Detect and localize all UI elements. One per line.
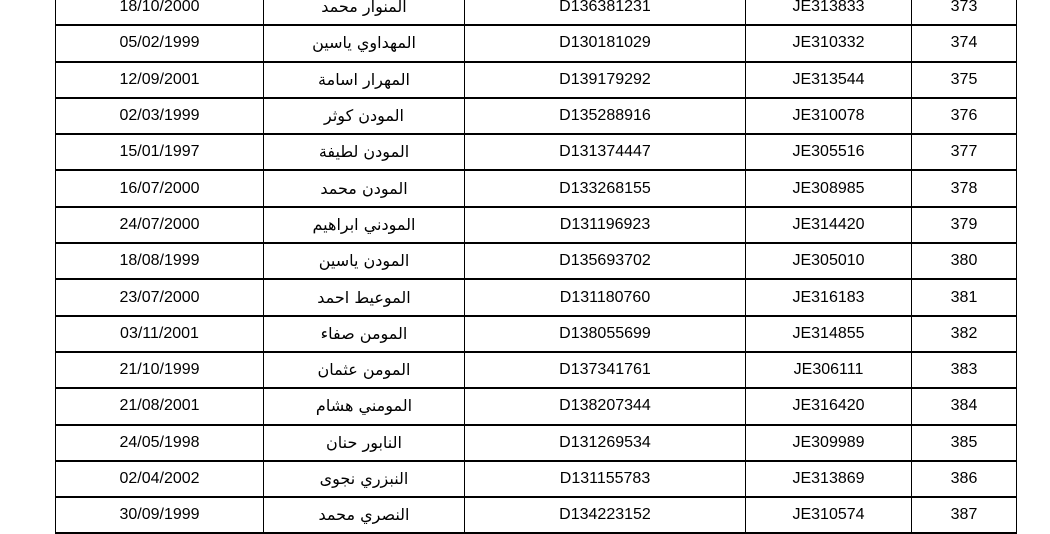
birth-date-text: 15/01/1997 (119, 143, 200, 161)
row-number-cell (912, 170, 1017, 206)
row-number-cell (912, 134, 1017, 170)
birth-date-text: 21/10/1999 (119, 361, 200, 379)
full-name-cell (264, 316, 465, 352)
id-card-text: D135693702 (559, 252, 651, 270)
id-card-text: D134223152 (559, 506, 651, 524)
birth-date-cell (56, 62, 264, 98)
birth-date-text: 02/03/1999 (119, 107, 200, 125)
row-number-cell (912, 243, 1017, 279)
row-number-text: 377 (950, 143, 978, 161)
table-row (56, 134, 1017, 170)
row-number-cell (912, 207, 1017, 243)
registration-code-text: JE314420 (792, 215, 865, 233)
registration-code-cell (746, 461, 912, 497)
registration-code-text: JE314855 (792, 324, 865, 342)
registration-code-cell (746, 243, 912, 279)
id-card-cell (465, 316, 746, 352)
registration-code-text: JE310078 (792, 107, 865, 125)
table-row (56, 352, 1017, 388)
full-name-text: المهداوي ياسين (312, 33, 416, 53)
id-card-text: D131374447 (559, 143, 651, 161)
table-row (56, 0, 1017, 25)
row-number-cell (912, 461, 1017, 497)
birth-date-text: 24/05/1998 (119, 433, 200, 451)
registration-code-cell (746, 388, 912, 424)
full-name-cell (264, 425, 465, 461)
row-number-cell (912, 388, 1017, 424)
row-number-cell (912, 0, 1017, 25)
registration-code-cell (746, 279, 912, 315)
row-number-cell (912, 425, 1017, 461)
row-number-text: 379 (950, 215, 978, 233)
row-number-text: 375 (950, 70, 978, 88)
birth-date-cell (56, 0, 264, 25)
registration-code-text: JE306111 (793, 361, 864, 379)
id-card-text: D135288916 (559, 107, 651, 125)
birth-date-text: 02/04/2002 (119, 470, 200, 487)
table-row (56, 461, 1017, 497)
row-number-text: 374 (950, 34, 978, 52)
birth-date-text: 12/09/2001 (119, 70, 200, 88)
full-name-text: المومني هشام (315, 396, 413, 416)
registration-code-text: JE316183 (792, 288, 865, 306)
full-name-cell (264, 170, 465, 206)
birth-date-text: 21/08/2001 (119, 397, 200, 415)
id-card-text: D137341761 (559, 361, 651, 379)
id-card-text: D131269534 (559, 433, 651, 451)
registration-code-cell (746, 425, 912, 461)
registration-code-text: JE310574 (792, 506, 865, 524)
id-card-text: D133268155 (559, 179, 651, 197)
full-name-text: النصري محمد (318, 505, 410, 525)
registration-code-text: JE310332 (792, 34, 865, 52)
id-card-cell (465, 352, 746, 388)
birth-date-cell (56, 207, 264, 243)
registration-code-text: JE313544 (792, 70, 865, 88)
full-name-text: النابور حنان (326, 432, 402, 452)
registration-code-cell (746, 497, 912, 533)
full-name-text: المودن لطيفة (318, 142, 410, 162)
birth-date-cell (56, 279, 264, 315)
id-card-text: D139179292 (559, 70, 651, 88)
id-card-text: D138055699 (559, 324, 651, 342)
registration-code-cell (746, 25, 912, 61)
birth-date-cell (56, 497, 264, 533)
birth-date-text: 18/08/1999 (119, 252, 200, 270)
row-number-text: 384 (950, 397, 978, 415)
table-row (56, 62, 1017, 98)
row-number-cell (912, 316, 1017, 352)
table-row (56, 243, 1017, 279)
birth-date-cell (56, 425, 264, 461)
row-number-text: 381 (950, 288, 978, 306)
full-name-text: المودن ياسين (318, 251, 410, 271)
birth-date-cell (56, 98, 264, 134)
registration-code-text: JE316420 (792, 397, 865, 415)
registration-code-cell (746, 170, 912, 206)
registration-code-cell (746, 0, 912, 25)
registration-code-text: JE305516 (792, 143, 865, 161)
birth-date-cell (56, 25, 264, 61)
row-number-text: 386 (950, 470, 978, 487)
id-card-cell (465, 134, 746, 170)
birth-date-text: 24/07/2000 (119, 215, 200, 233)
id-card-cell (465, 98, 746, 134)
id-card-cell (465, 62, 746, 98)
birth-date-text: 16/07/2000 (119, 179, 200, 197)
full-name-text: النبزري نجوى (319, 469, 409, 488)
id-card-cell (465, 0, 746, 25)
registration-code-text: JE305010 (792, 252, 865, 270)
row-number-cell (912, 279, 1017, 315)
row-number-text: 385 (950, 433, 978, 451)
row-number-cell (912, 497, 1017, 533)
row-number-cell (912, 62, 1017, 98)
full-name-cell (264, 0, 465, 25)
records-table (55, 0, 1017, 534)
birth-date-cell (56, 170, 264, 206)
table-row (56, 25, 1017, 61)
full-name-text: الموعيط احمد (317, 287, 411, 307)
full-name-cell (264, 279, 465, 315)
id-card-cell (465, 207, 746, 243)
table-row (56, 98, 1017, 134)
id-card-text: D131180760 (559, 288, 651, 306)
id-card-text: D130181029 (559, 34, 651, 52)
full-name-cell (264, 461, 465, 497)
birth-date-text: 18/10/2000 (119, 0, 200, 16)
full-name-cell (264, 243, 465, 279)
id-card-text: D138207344 (559, 397, 651, 415)
registration-code-text: JE308985 (792, 179, 865, 197)
row-number-text: 382 (950, 324, 978, 342)
id-card-cell (465, 279, 746, 315)
row-number-text: 380 (950, 252, 978, 270)
registration-code-text: JE313869 (792, 470, 865, 487)
full-name-cell (264, 134, 465, 170)
row-number-cell (912, 352, 1017, 388)
birth-date-text: 03/11/2001 (120, 324, 199, 342)
row-number-text: 373 (950, 0, 978, 16)
id-card-cell (465, 425, 746, 461)
id-card-cell (465, 388, 746, 424)
birth-date-cell (56, 316, 264, 352)
full-name-cell (264, 352, 465, 388)
id-card-text: D131155783 (559, 470, 651, 487)
birth-date-text: 23/07/2000 (119, 288, 200, 306)
full-name-cell (264, 388, 465, 424)
id-card-text: D131196923 (559, 215, 651, 233)
registration-code-cell (746, 352, 912, 388)
id-card-cell (465, 497, 746, 533)
birth-date-cell (56, 243, 264, 279)
table-row (56, 316, 1017, 352)
registration-code-text: JE313833 (792, 0, 865, 16)
full-name-text: المهرار اسامة (318, 69, 410, 89)
full-name-cell (264, 497, 465, 533)
id-card-cell (465, 461, 746, 497)
id-card-cell (465, 25, 746, 61)
row-number-text: 387 (950, 506, 978, 524)
birth-date-text: 30/09/1999 (119, 506, 200, 524)
row-number-cell (912, 25, 1017, 61)
full-name-text: المودني ابراهيم (312, 214, 416, 234)
registration-code-cell (746, 134, 912, 170)
birth-date-cell (56, 134, 264, 170)
row-number-cell (912, 98, 1017, 134)
registration-code-cell (746, 207, 912, 243)
full-name-cell (264, 207, 465, 243)
row-number-text: 378 (950, 179, 978, 197)
birth-date-text: 05/02/1999 (119, 34, 200, 52)
table-row (56, 425, 1017, 461)
records-table-body (56, 0, 1017, 533)
id-card-cell (465, 170, 746, 206)
full-name-text: المومن صفاء (320, 323, 408, 343)
row-number-text: 383 (950, 361, 978, 379)
full-name-cell (264, 62, 465, 98)
birth-date-cell (56, 461, 264, 497)
row-number-text: 376 (950, 107, 978, 125)
birth-date-cell (56, 352, 264, 388)
id-card-cell (465, 243, 746, 279)
full-name-text: المودن محمد (320, 178, 408, 198)
table-row (56, 388, 1017, 424)
full-name-cell (264, 98, 465, 134)
registration-code-cell (746, 98, 912, 134)
table-row (56, 279, 1017, 315)
registration-code-text: JE309989 (792, 433, 865, 451)
full-name-cell (264, 25, 465, 61)
full-name-text: المودن كوثر (324, 106, 404, 126)
table-row (56, 207, 1017, 243)
birth-date-cell (56, 388, 264, 424)
full-name-text: المومن عثمان (317, 360, 411, 380)
registration-code-cell (746, 316, 912, 352)
table-row (56, 497, 1017, 533)
full-name-text: المنوار محمد (321, 0, 407, 17)
table-row (56, 170, 1017, 206)
id-card-text: D136381231 (559, 0, 651, 16)
registration-code-cell (746, 62, 912, 98)
